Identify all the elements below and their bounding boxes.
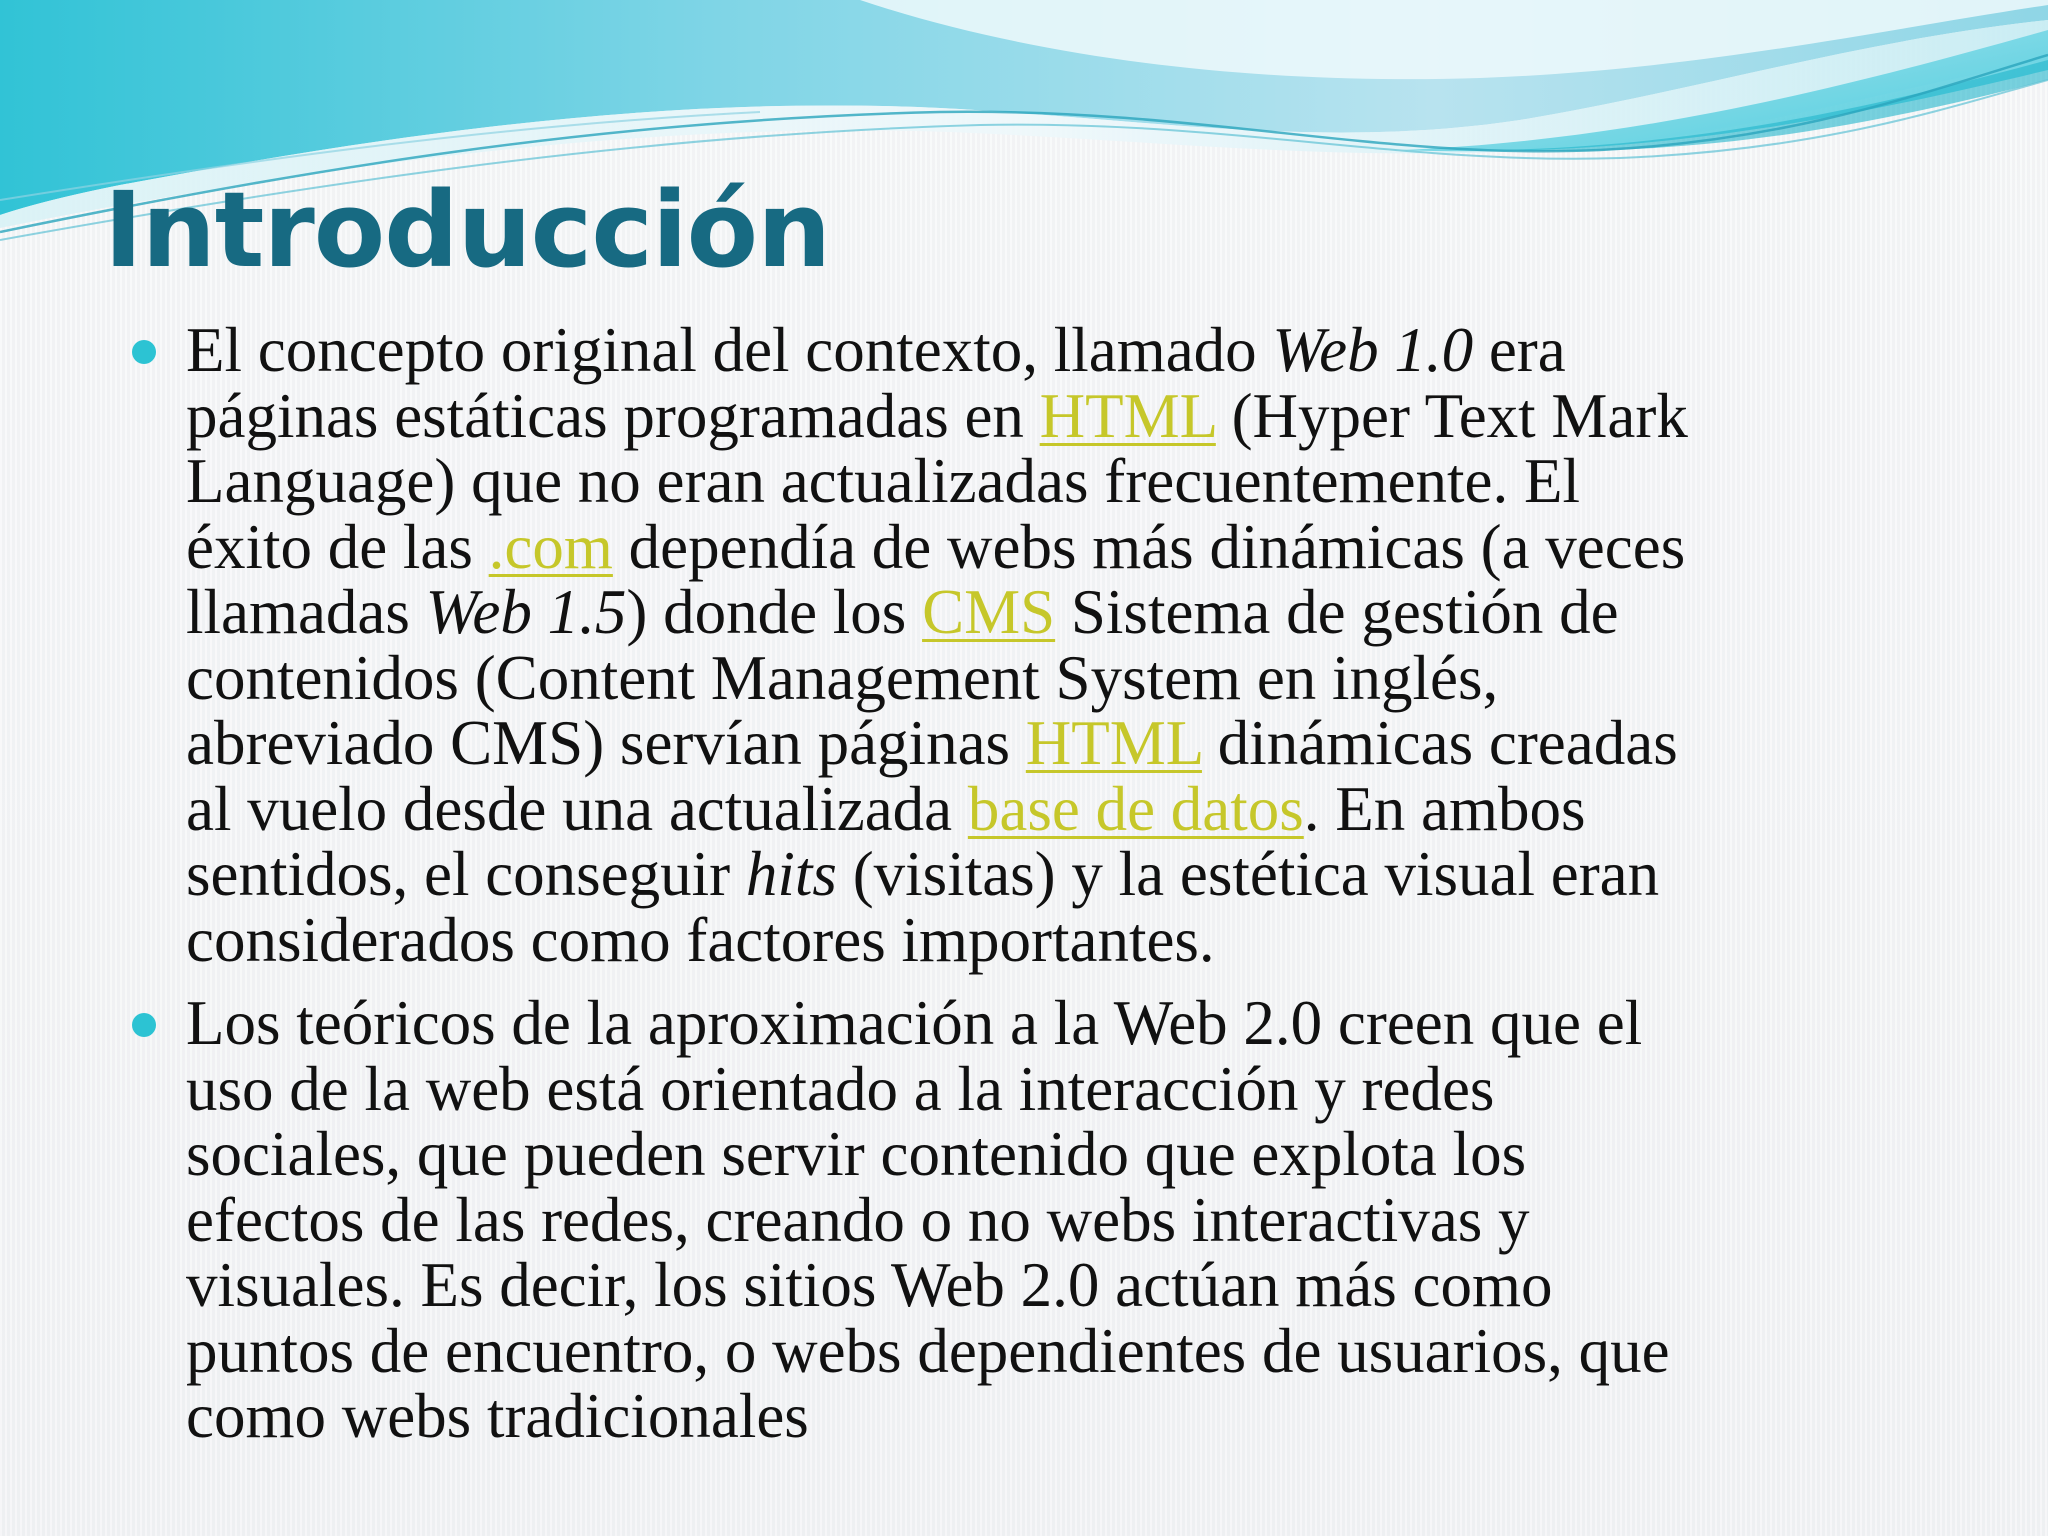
- hyperlink[interactable]: HTML: [1039, 380, 1216, 451]
- bullet-text: [186, 315, 1938, 975]
- text-line: puntos de encuentro, o webs dependientes de usuarios, que: [186, 1315, 1670, 1386]
- text-line: contenidos (Content Management System en inglés,: [186, 642, 1499, 713]
- hyperlink[interactable]: .com: [488, 511, 613, 582]
- text-line: abreviado CMS) servían páginas HTML dinámicas creadas: [186, 708, 1678, 778]
- bullet-list: [128, 315, 1938, 1451]
- hyperlink[interactable]: base de datos: [967, 773, 1304, 844]
- text-line: Los teóricos de la aproximación a la Web 2.0 creen que el: [186, 988, 1643, 1058]
- hyperlink[interactable]: HTML: [1025, 708, 1202, 778]
- italic-term: Web 1.0: [1272, 315, 1474, 385]
- text-line: uso de la web está orientado a la interacción y redes: [186, 1053, 1495, 1124]
- slide-title: Introducción: [104, 169, 831, 291]
- text-line: visuales. Es decir, los sitios Web 2.0 actúan más como: [186, 1250, 1553, 1320]
- text-line: como webs tradicionales: [186, 1381, 809, 1451]
- italic-term: hits: [745, 839, 837, 909]
- bullet-item: [128, 315, 1938, 975]
- text-line: al vuelo desde una actualizada base de datos. En ambos: [186, 773, 1586, 844]
- bullet-dot-icon: [132, 340, 156, 364]
- text-line: Language) que no eran actualizadas frecuentemente. El: [186, 446, 1580, 516]
- text-line: El concepto original del contexto, llamado Web 1.0 era: [186, 315, 1566, 385]
- text-line: considerados como factores importantes.: [186, 904, 1215, 975]
- text-line: llamadas Web 1.5) donde los CMS Sistema de gestión de: [186, 577, 1619, 647]
- text-line: páginas estáticas programadas en HTML (Hyper Text Mark: [186, 380, 1688, 451]
- text-line: efectos de las redes, creando o no webs interactivas y: [186, 1184, 1530, 1255]
- hyperlink[interactable]: CMS: [922, 577, 1056, 647]
- text-line: sociales, que pueden servir contenido que explota los: [186, 1119, 1527, 1189]
- bullet-item: [128, 988, 1938, 1451]
- bullet-dot-icon: [132, 1013, 156, 1037]
- text-line: éxito de las .com dependía de webs más dinámicas (a veces: [186, 511, 1686, 582]
- bullet-text: [186, 988, 1938, 1451]
- italic-term: Web 1.5: [425, 577, 627, 647]
- text-line: sentidos, el conseguir hits (visitas) y la estética visual eran: [186, 839, 1660, 909]
